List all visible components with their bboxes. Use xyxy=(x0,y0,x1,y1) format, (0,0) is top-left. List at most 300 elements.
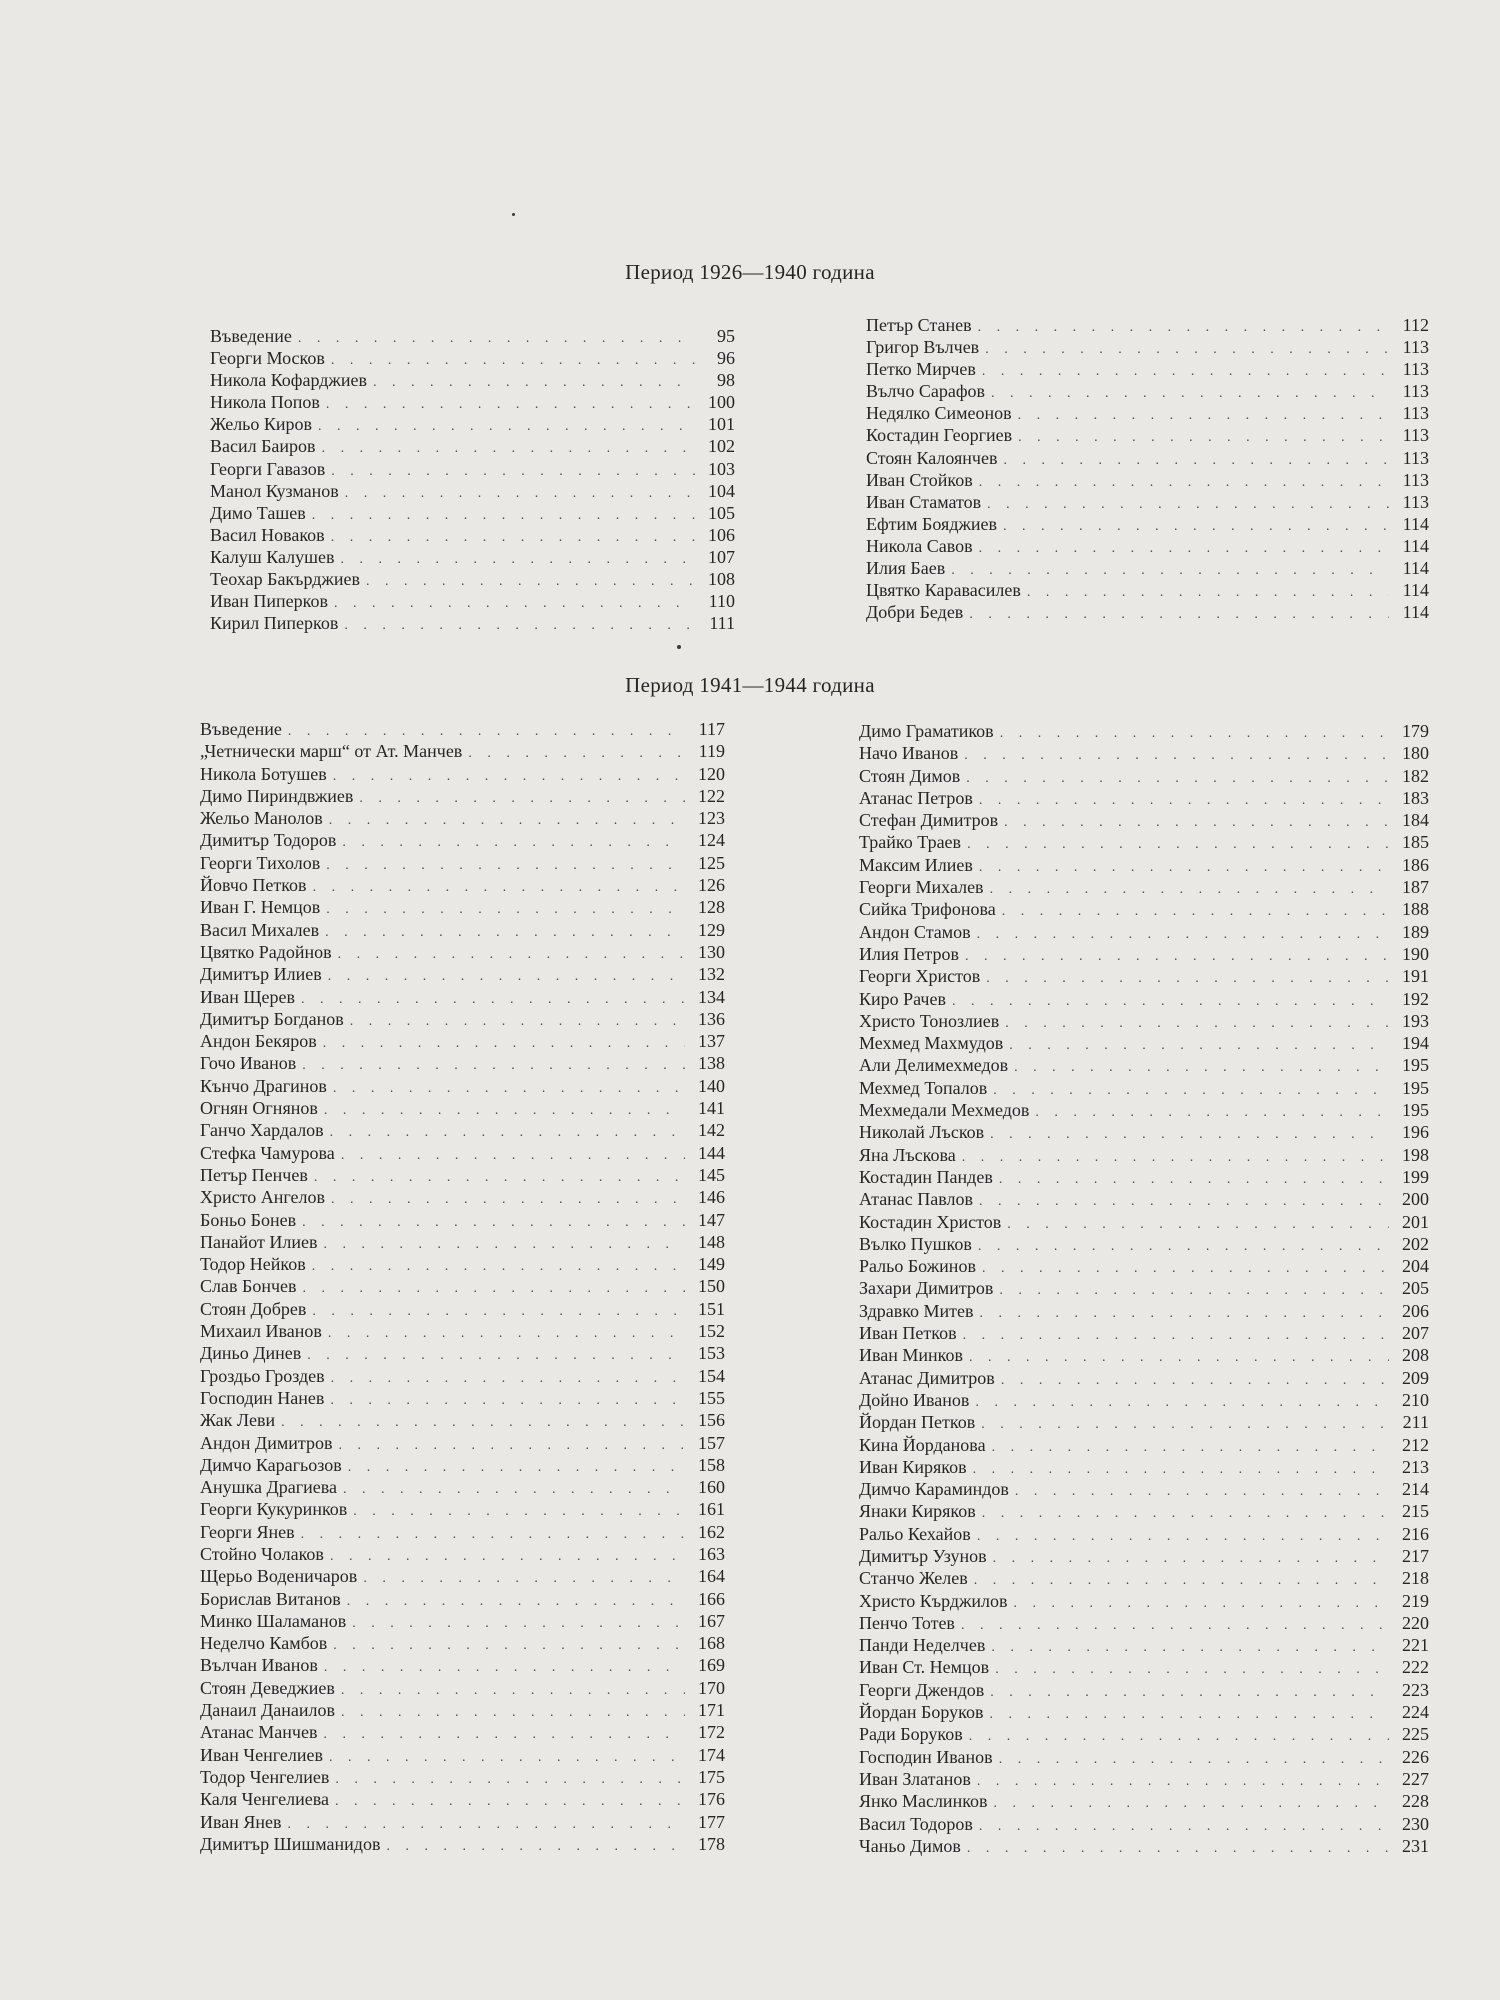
toc-entry xyxy=(859,1681,1429,1703)
toc-entry xyxy=(200,1300,725,1322)
toc-entry-page: 158 xyxy=(698,1454,725,1475)
dot-leader xyxy=(993,1552,1389,1566)
toc-entry-page: 191 xyxy=(1402,966,1429,987)
toc-entry-page: 195 xyxy=(1402,1077,1429,1098)
toc-entry xyxy=(200,1054,725,1076)
toc-entry-page: 227 xyxy=(1402,1768,1429,1789)
dot-leader xyxy=(288,1818,685,1832)
toc-entry-name: Стоян Деведжиев xyxy=(200,1677,335,1698)
toc-entry-page: 224 xyxy=(1402,1702,1429,1723)
toc-entry-page: 196 xyxy=(1402,1122,1429,1143)
toc-column xyxy=(859,722,1429,1859)
toc-entry-name: Георги Михалев xyxy=(859,877,984,898)
toc-entry xyxy=(200,1456,725,1478)
toc-entry-name: Сийка Трифонова xyxy=(859,899,996,920)
dot-leader xyxy=(386,1840,685,1854)
dot-leader xyxy=(979,542,1389,556)
toc-entry-name: Никола Ботушев xyxy=(200,763,327,784)
toc-entry-page: 168 xyxy=(698,1633,725,1654)
toc-entry-name: Захари Димитров xyxy=(859,1278,994,1299)
dot-leader xyxy=(989,1708,1389,1722)
dot-leader xyxy=(326,903,685,917)
dot-leader xyxy=(335,1773,685,1787)
dot-leader xyxy=(363,1572,685,1586)
toc-entry xyxy=(859,1324,1429,1346)
dot-leader xyxy=(326,859,685,873)
toc-entry xyxy=(210,393,735,415)
dot-leader xyxy=(330,1550,685,1564)
toc-entry-name: Никола Попов xyxy=(210,392,320,413)
toc-entry-name: Трайко Траев xyxy=(859,832,962,853)
toc-entry-page: 172 xyxy=(698,1722,725,1743)
toc-entry-page: 185 xyxy=(1402,832,1429,853)
dot-leader xyxy=(1003,520,1389,534)
toc-entry xyxy=(859,1770,1429,1792)
toc-entry-page: 221 xyxy=(1402,1635,1429,1656)
toc-entry-page: 231 xyxy=(1402,1835,1429,1856)
dot-leader xyxy=(322,442,695,456)
toc-entry-name: Васил Михалев xyxy=(200,919,320,940)
toc-entry xyxy=(859,856,1429,878)
toc-entry-page: 136 xyxy=(698,1008,725,1029)
dot-leader xyxy=(302,1059,685,1073)
toc-entry-name: Стоян Калоянчев xyxy=(866,447,998,468)
toc-entry-name: Гочо Иванов xyxy=(200,1053,297,1074)
toc-entry xyxy=(866,338,1429,360)
toc-entry-page: 98 xyxy=(717,370,735,391)
toc-entry-page: 140 xyxy=(698,1075,725,1096)
toc-entry xyxy=(210,349,735,371)
toc-entry-page: 216 xyxy=(1402,1523,1429,1544)
toc-entry-name: Костадин Христов xyxy=(859,1211,1002,1232)
toc-entry xyxy=(200,1277,725,1299)
dot-leader xyxy=(302,1216,685,1230)
toc-entry-name: Илия Баев xyxy=(866,558,946,579)
dot-leader xyxy=(318,420,695,434)
toc-entry-name: Стоян Димов xyxy=(859,765,961,786)
toc-entry-page: 130 xyxy=(698,941,725,962)
toc-entry-name: Васил Новаков xyxy=(210,524,325,545)
toc-entry xyxy=(859,1837,1429,1859)
dot-leader xyxy=(990,1686,1389,1700)
toc-entry-name: Никола Савов xyxy=(866,535,973,556)
dot-leader xyxy=(373,376,695,390)
toc-entry xyxy=(866,316,1429,338)
dot-leader xyxy=(341,1149,685,1163)
toc-entry-name: Здравко Митев xyxy=(859,1300,974,1321)
toc-entry-page: 114 xyxy=(1402,535,1429,556)
toc-entry xyxy=(859,1279,1429,1301)
toc-entry-name: Атанас Павлов xyxy=(859,1189,974,1210)
toc-entry-page: 189 xyxy=(1402,921,1429,942)
toc-entry xyxy=(200,854,725,876)
toc-entry-page: 195 xyxy=(1402,1055,1429,1076)
dot-leader xyxy=(978,1240,1389,1254)
toc-entry xyxy=(859,744,1429,766)
toc-entry-page: 195 xyxy=(1402,1100,1429,1121)
toc-entry xyxy=(210,592,735,614)
toc-entry-page: 215 xyxy=(1402,1501,1429,1522)
toc-entry-page: 183 xyxy=(1402,787,1429,808)
dot-leader xyxy=(366,575,695,589)
toc-entry-page: 107 xyxy=(708,546,735,567)
dot-leader xyxy=(313,881,685,895)
toc-column xyxy=(866,316,1429,625)
toc-entry xyxy=(859,923,1429,945)
dot-leader xyxy=(977,1775,1389,1789)
dot-leader xyxy=(353,1505,685,1519)
toc-entry-page: 194 xyxy=(1402,1033,1429,1054)
toc-entry-name: Кънчо Драгинов xyxy=(200,1075,327,1096)
toc-entry-page: 106 xyxy=(708,524,735,545)
toc-entry xyxy=(859,722,1429,744)
toc-entry-name: Стоян Добрев xyxy=(200,1298,307,1319)
toc-entry xyxy=(859,990,1429,1012)
toc-entry-page: 174 xyxy=(698,1744,725,1765)
toc-entry-name: Иван Петков xyxy=(859,1323,957,1344)
toc-column xyxy=(200,720,725,1857)
toc-entry xyxy=(200,1790,725,1812)
toc-entry-page: 147 xyxy=(698,1209,725,1230)
toc-entry xyxy=(859,1391,1429,1413)
dot-leader xyxy=(999,1753,1389,1767)
ink-speck xyxy=(512,213,515,216)
toc-entry-page: 207 xyxy=(1402,1323,1429,1344)
toc-entry-page: 120 xyxy=(698,763,725,784)
toc-entry-name: Каля Ченгелиева xyxy=(200,1789,329,1810)
toc-entry-name: Пенчо Тотев xyxy=(859,1612,955,1633)
toc-entry-page: 193 xyxy=(1402,1010,1429,1031)
toc-entry xyxy=(859,1815,1429,1837)
dot-leader xyxy=(967,838,1389,852)
toc-entry xyxy=(866,559,1429,581)
toc-entry-page: 202 xyxy=(1402,1233,1429,1254)
dot-leader xyxy=(359,792,685,806)
toc-entry xyxy=(200,720,725,742)
toc-entry-page: 175 xyxy=(698,1766,725,1787)
dot-leader xyxy=(345,487,695,501)
dot-leader xyxy=(980,1307,1389,1321)
toc-entry-name: Димо Пириндвжиев xyxy=(200,785,354,806)
dot-leader xyxy=(288,725,685,739)
toc-entry-page: 211 xyxy=(1402,1412,1429,1433)
toc-entry-name: Иван Янев xyxy=(200,1811,282,1832)
dot-leader xyxy=(301,1528,685,1542)
toc-entry-name: Огнян Огнянов xyxy=(200,1098,318,1119)
dot-leader xyxy=(347,1595,685,1609)
dot-leader xyxy=(981,1418,1389,1432)
dot-leader xyxy=(969,1730,1389,1744)
section-heading-1941-1944: Период 1941—1944 година xyxy=(625,673,875,697)
toc-entry-name: Георги Джендов xyxy=(859,1679,985,1700)
toc-entry-page: 225 xyxy=(1402,1724,1429,1745)
toc-entry xyxy=(210,415,735,437)
dot-leader xyxy=(331,354,695,368)
dot-leader xyxy=(326,398,695,412)
toc-entry-name: Костадин Пандев xyxy=(859,1166,993,1187)
toc-entry xyxy=(200,1500,725,1522)
toc-entry-name: Йордан Петков xyxy=(859,1412,976,1433)
toc-entry-name: Жельо Манолов xyxy=(200,808,323,829)
toc-entry-page: 148 xyxy=(698,1231,725,1252)
dot-leader xyxy=(333,1639,685,1653)
toc-entry xyxy=(859,767,1429,789)
toc-entry xyxy=(200,1679,725,1701)
toc-entry xyxy=(866,360,1429,382)
dot-leader xyxy=(1027,586,1389,600)
toc-entry-page: 171 xyxy=(698,1700,725,1721)
toc-entry xyxy=(866,515,1429,537)
dot-leader xyxy=(352,1617,685,1631)
toc-entry xyxy=(859,1748,1429,1770)
toc-entry-page: 206 xyxy=(1402,1300,1429,1321)
toc-entry-page: 102 xyxy=(708,436,735,457)
toc-entry-name: Мехмед Топалов xyxy=(859,1077,988,1098)
toc-entry-page: 113 xyxy=(1402,447,1429,468)
toc-entry xyxy=(859,1547,1429,1569)
dot-leader xyxy=(963,1329,1389,1343)
toc-entry-name: Христо Ангелов xyxy=(200,1187,325,1208)
toc-entry-name: Васил Баиров xyxy=(210,436,316,457)
dot-leader xyxy=(1009,1039,1389,1053)
toc-entry xyxy=(859,1525,1429,1547)
toc-entry xyxy=(200,1434,725,1456)
toc-entry-page: 114 xyxy=(1402,580,1429,601)
toc-entry-page: 161 xyxy=(698,1499,725,1520)
toc-entry-name: Стойно Чолаков xyxy=(200,1543,324,1564)
toc-entry xyxy=(859,1190,1429,1212)
toc-entry-page: 218 xyxy=(1402,1568,1429,1589)
toc-entry xyxy=(859,1123,1429,1145)
toc-entry-name: Димчо Караминдов xyxy=(859,1479,1009,1500)
dot-leader xyxy=(338,948,685,962)
dot-leader xyxy=(990,1128,1389,1142)
dot-leader xyxy=(328,1327,685,1341)
dot-leader xyxy=(990,883,1389,897)
dot-leader xyxy=(331,1193,685,1207)
toc-entry-name: Костадин Георгиев xyxy=(866,425,1013,446)
toc-entry xyxy=(859,1636,1429,1658)
toc-entry xyxy=(866,537,1429,559)
dot-leader xyxy=(979,476,1389,490)
toc-entry-name: Кина Йорданова xyxy=(859,1434,986,1455)
dot-leader xyxy=(328,970,685,984)
toc-entry xyxy=(866,493,1429,515)
toc-entry xyxy=(859,1658,1429,1680)
toc-entry-page: 113 xyxy=(1402,337,1429,358)
toc-entry xyxy=(200,765,725,787)
toc-entry-page: 134 xyxy=(698,986,725,1007)
dot-leader xyxy=(979,861,1389,875)
dot-leader xyxy=(312,1260,685,1274)
toc-entry xyxy=(859,1436,1429,1458)
toc-entry-page: 150 xyxy=(698,1276,725,1297)
dot-leader xyxy=(1000,727,1389,741)
dot-leader xyxy=(329,814,685,828)
toc-entry-name: Господин Нанев xyxy=(200,1387,325,1408)
toc-entry-name: Минко Шаламанов xyxy=(200,1610,347,1631)
dot-leader xyxy=(977,928,1389,942)
toc-entry-name: Димо Ташев xyxy=(210,502,306,523)
toc-entry-page: 114 xyxy=(1402,513,1429,534)
dot-leader xyxy=(303,1282,686,1296)
toc-entry xyxy=(200,1099,725,1121)
dot-leader xyxy=(978,321,1389,335)
toc-entry xyxy=(859,945,1429,967)
dot-leader xyxy=(342,836,685,850)
toc-entry-page: 223 xyxy=(1402,1679,1429,1700)
toc-entry xyxy=(200,1612,725,1634)
toc-entry-page: 141 xyxy=(698,1098,725,1119)
dot-leader xyxy=(301,993,685,1007)
toc-entry-page: 122 xyxy=(698,785,725,806)
toc-entry xyxy=(200,1121,725,1143)
dot-leader xyxy=(993,1084,1389,1098)
toc-entry-name: Киро Рачев xyxy=(859,988,946,1009)
toc-entry-page: 113 xyxy=(1402,469,1429,490)
toc-entry-page: 125 xyxy=(698,852,725,873)
dot-leader xyxy=(330,1394,685,1408)
toc-entry xyxy=(200,1344,725,1366)
toc-entry-name: Николай Лъсков xyxy=(859,1122,985,1143)
toc-entry xyxy=(866,581,1429,603)
toc-entry xyxy=(200,1188,725,1210)
toc-entry xyxy=(859,789,1429,811)
toc-entry xyxy=(200,1077,725,1099)
toc-entry xyxy=(200,1590,725,1612)
toc-entry xyxy=(200,1411,725,1433)
toc-entry xyxy=(200,831,725,853)
toc-entry xyxy=(859,1725,1429,1747)
toc-entry-page: 138 xyxy=(698,1053,725,1074)
toc-entry-name: Недялко Симеонов xyxy=(866,403,1012,424)
toc-entry xyxy=(210,460,735,482)
toc-entry-page: 113 xyxy=(1402,491,1429,512)
toc-entry-page: 100 xyxy=(708,392,735,413)
dot-leader xyxy=(330,1126,685,1140)
toc-entry xyxy=(210,570,735,592)
toc-entry-page: 228 xyxy=(1402,1791,1429,1812)
dot-leader xyxy=(314,1171,685,1185)
toc-entry-name: Вълчан Иванов xyxy=(200,1655,318,1676)
toc-entry xyxy=(859,811,1429,833)
toc-entry xyxy=(200,921,725,943)
toc-entry-name: Панайот Илиев xyxy=(200,1231,318,1252)
toc-entry-name: Григор Вълчев xyxy=(866,337,980,358)
toc-entry-name: Въведение xyxy=(210,326,292,346)
toc-entry xyxy=(859,1458,1429,1480)
toc-entry xyxy=(859,1369,1429,1391)
toc-entry-name: Тодор Нейков xyxy=(200,1254,306,1275)
dot-leader xyxy=(985,343,1389,357)
toc-entry-name: Илия Петров xyxy=(859,943,959,964)
toc-entry-page: 205 xyxy=(1402,1278,1429,1299)
toc-entry xyxy=(859,1079,1429,1101)
toc-entry xyxy=(859,1012,1429,1034)
toc-entry-name: Анушка Драгиева xyxy=(200,1477,337,1498)
toc-entry-name: Цвятко Каравасилев xyxy=(866,580,1021,601)
toc-entry-name: Андон Димитров xyxy=(200,1432,333,1453)
dot-leader xyxy=(341,553,695,567)
toc-entry-page: 96 xyxy=(717,348,735,369)
toc-entry xyxy=(200,898,725,920)
toc-entry-page: 188 xyxy=(1402,899,1429,920)
toc-entry-name: Йовчо Петков xyxy=(200,875,307,896)
toc-entry xyxy=(859,1101,1429,1123)
toc-entry-name: Ральо Кехайов xyxy=(859,1523,971,1544)
toc-entry-name: Петко Мирчев xyxy=(866,359,976,380)
dot-leader xyxy=(338,1439,685,1453)
toc-entry xyxy=(200,1211,725,1233)
dot-leader xyxy=(1004,816,1389,830)
toc-entry-page: 113 xyxy=(1402,381,1429,402)
dot-leader xyxy=(312,509,695,523)
dot-leader xyxy=(977,1530,1389,1544)
toc-entry xyxy=(866,404,1429,426)
dot-leader xyxy=(966,772,1389,786)
dot-leader xyxy=(991,387,1389,401)
toc-entry-page: 180 xyxy=(1402,743,1429,764)
toc-entry-name: Иван Стаматов xyxy=(866,491,982,512)
toc-entry-name: Иван Щерев xyxy=(200,986,296,1007)
toc-entry xyxy=(859,1502,1429,1524)
toc-entry-page: 177 xyxy=(698,1811,725,1832)
toc-entry-page: 124 xyxy=(698,830,725,851)
toc-entry-name: Данаил Данаилов xyxy=(200,1700,336,1721)
toc-entry-name: Атанас Манчев xyxy=(200,1722,318,1743)
toc-entry-name: Димитър Илиев xyxy=(200,964,322,985)
toc-entry-page: 157 xyxy=(698,1432,725,1453)
dot-leader xyxy=(1015,1485,1389,1499)
toc-entry xyxy=(200,1701,725,1723)
toc-entry-name: Щерьо Воденичаров xyxy=(200,1566,358,1587)
toc-entry xyxy=(200,1389,725,1411)
toc-entry-page: 132 xyxy=(698,964,725,985)
dot-leader xyxy=(987,498,1389,512)
toc-entry xyxy=(210,548,735,570)
toc-entry-page: 192 xyxy=(1402,988,1429,1009)
toc-entry xyxy=(866,449,1429,471)
toc-entry xyxy=(200,1768,725,1790)
toc-entry xyxy=(866,382,1429,404)
toc-entry-name: Иван Стойков xyxy=(866,469,973,490)
toc-entry-page: 129 xyxy=(698,919,725,940)
dot-leader xyxy=(343,1483,685,1497)
toc-entry-page: 176 xyxy=(698,1789,725,1810)
toc-entry-page: 201 xyxy=(1402,1211,1429,1232)
toc-entry-name: Никола Кофарджиев xyxy=(210,370,367,391)
toc-entry xyxy=(200,1032,725,1054)
dot-leader xyxy=(341,1684,685,1698)
toc-entry xyxy=(859,1302,1429,1324)
dot-leader xyxy=(334,597,695,611)
toc-entry-name: Янаки Киряков xyxy=(859,1501,976,1522)
toc-entry xyxy=(859,833,1429,855)
toc-entry-page: 186 xyxy=(1402,854,1429,875)
dot-leader xyxy=(999,1173,1389,1187)
toc-entry-page: 230 xyxy=(1402,1813,1429,1834)
dot-leader xyxy=(344,619,695,633)
dot-leader xyxy=(965,950,1389,964)
toc-entry-page: 113 xyxy=(1402,359,1429,380)
toc-entry xyxy=(859,900,1429,922)
dot-leader xyxy=(951,564,1389,578)
toc-entry-page: 184 xyxy=(1402,810,1429,831)
toc-entry xyxy=(200,1567,725,1589)
toc-entry xyxy=(200,809,725,831)
toc-entry-name: Иван Ченгелиев xyxy=(200,1744,323,1765)
toc-entry-page: 222 xyxy=(1402,1657,1429,1678)
